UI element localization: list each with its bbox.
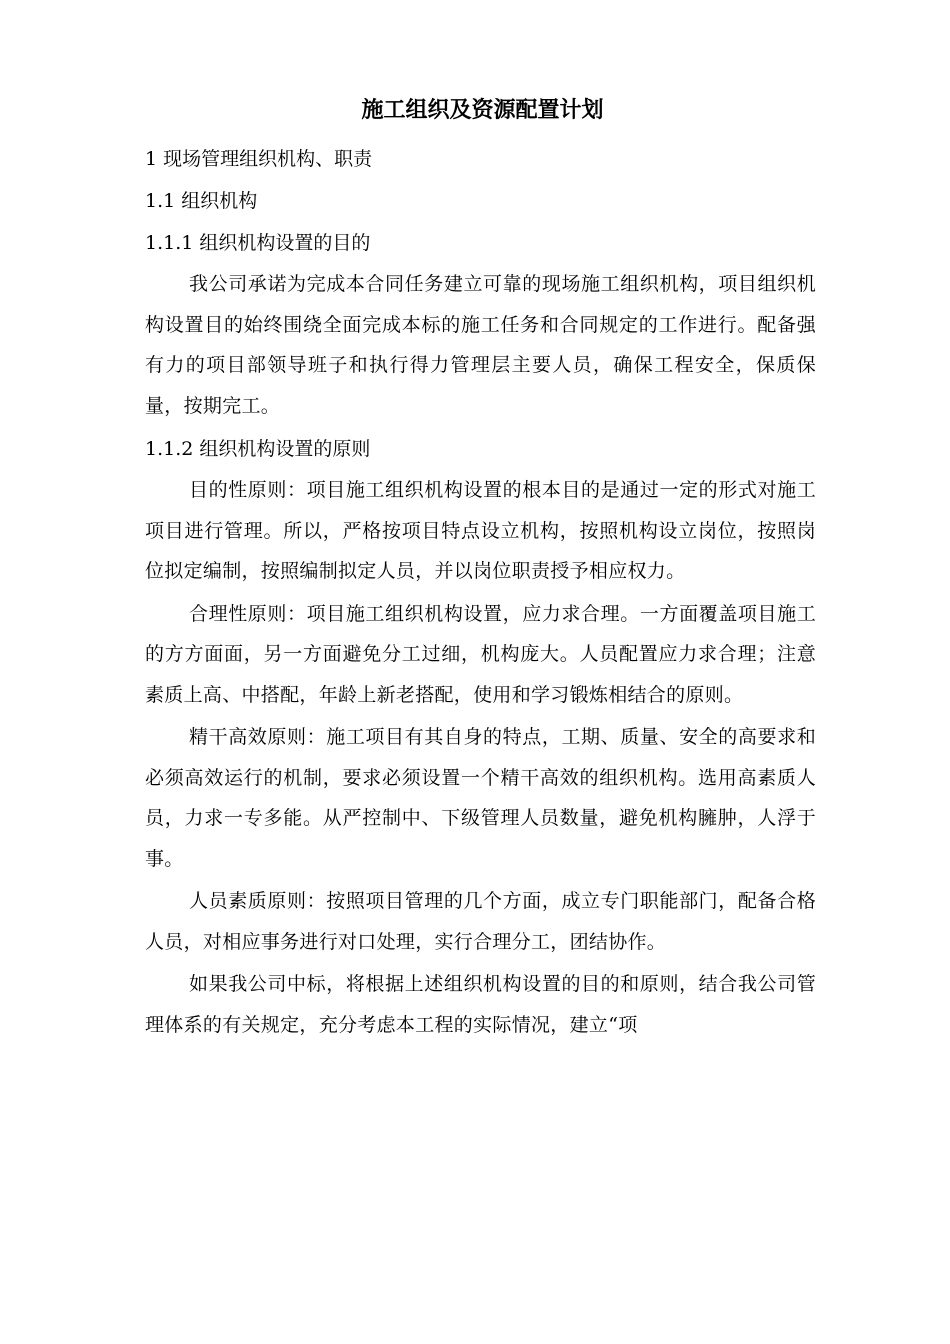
paragraph-conclusion: 如果我公司中标，将根据上述组织机构设置的目的和原则，结合我公司管理体系的有关规定，充分考虑本工程的实际情况，建立“项 [145,973,816,1036]
section-heading-1: 1 现场管理组织机构、职责 [145,148,373,170]
paragraph-purpose: 我公司承诺为完成本合同任务建立可靠的现场施工组织机构，项目组织机构设置目的始终围绕全面完成本标的施工任务和合同规定的工作进行。配备强有力的项目部领导班子和执行得力管理层主要人员，确保工程安全，保质保量，按期完工。 [145,273,816,417]
section-heading-1-1: 1.1 组织机构 [145,190,258,212]
document-title: 施工组织及资源配置计划 [361,97,604,123]
paragraph-efficiency-principle: 精干高效原则：施工项目有其自身的特点，工期、质量、安全的高要求和必须高效运行的机制，要求必须设置一个精干高效的组织机构。选用高素质人员，力求一专多能。从严控制中、下级管理人员数量，避免机构臃肿，人浮于事。 [145,726,816,870]
paragraph-rationality-principle: 合理性原则：项目施工组织机构设置，应力求合理。一方面覆盖项目施工的方方面面，另一方面避免分工过细，机构庞大。人员配置应力求合理；注意素质上高、中搭配，年龄上新老搭配，使用和学习锻炼相结合的原则。 [145,602,816,706]
paragraph-purposiveness-principle: 目的性原则：项目施工组织机构设置的根本目的是通过一定的形式对施工项目进行管理。所以，严格按项目特点设立机构，按照机构设立岗位，按照岗位拟定编制，按照编制拟定人员，并以岗位职责授予相应权力。 [145,479,816,582]
section-heading-1-1-2: 1.1.2 组织机构设置的原则 [145,438,371,460]
paragraph-personnel-principle: 人员素质原则：按照项目管理的几个方面，成立专门职能部门，配备合格人员，对相应事务进行对口处理，实行合理分工，团结协作。 [145,890,816,953]
section-heading-1-1-1: 1.1.1 组织机构设置的目的 [145,232,371,254]
